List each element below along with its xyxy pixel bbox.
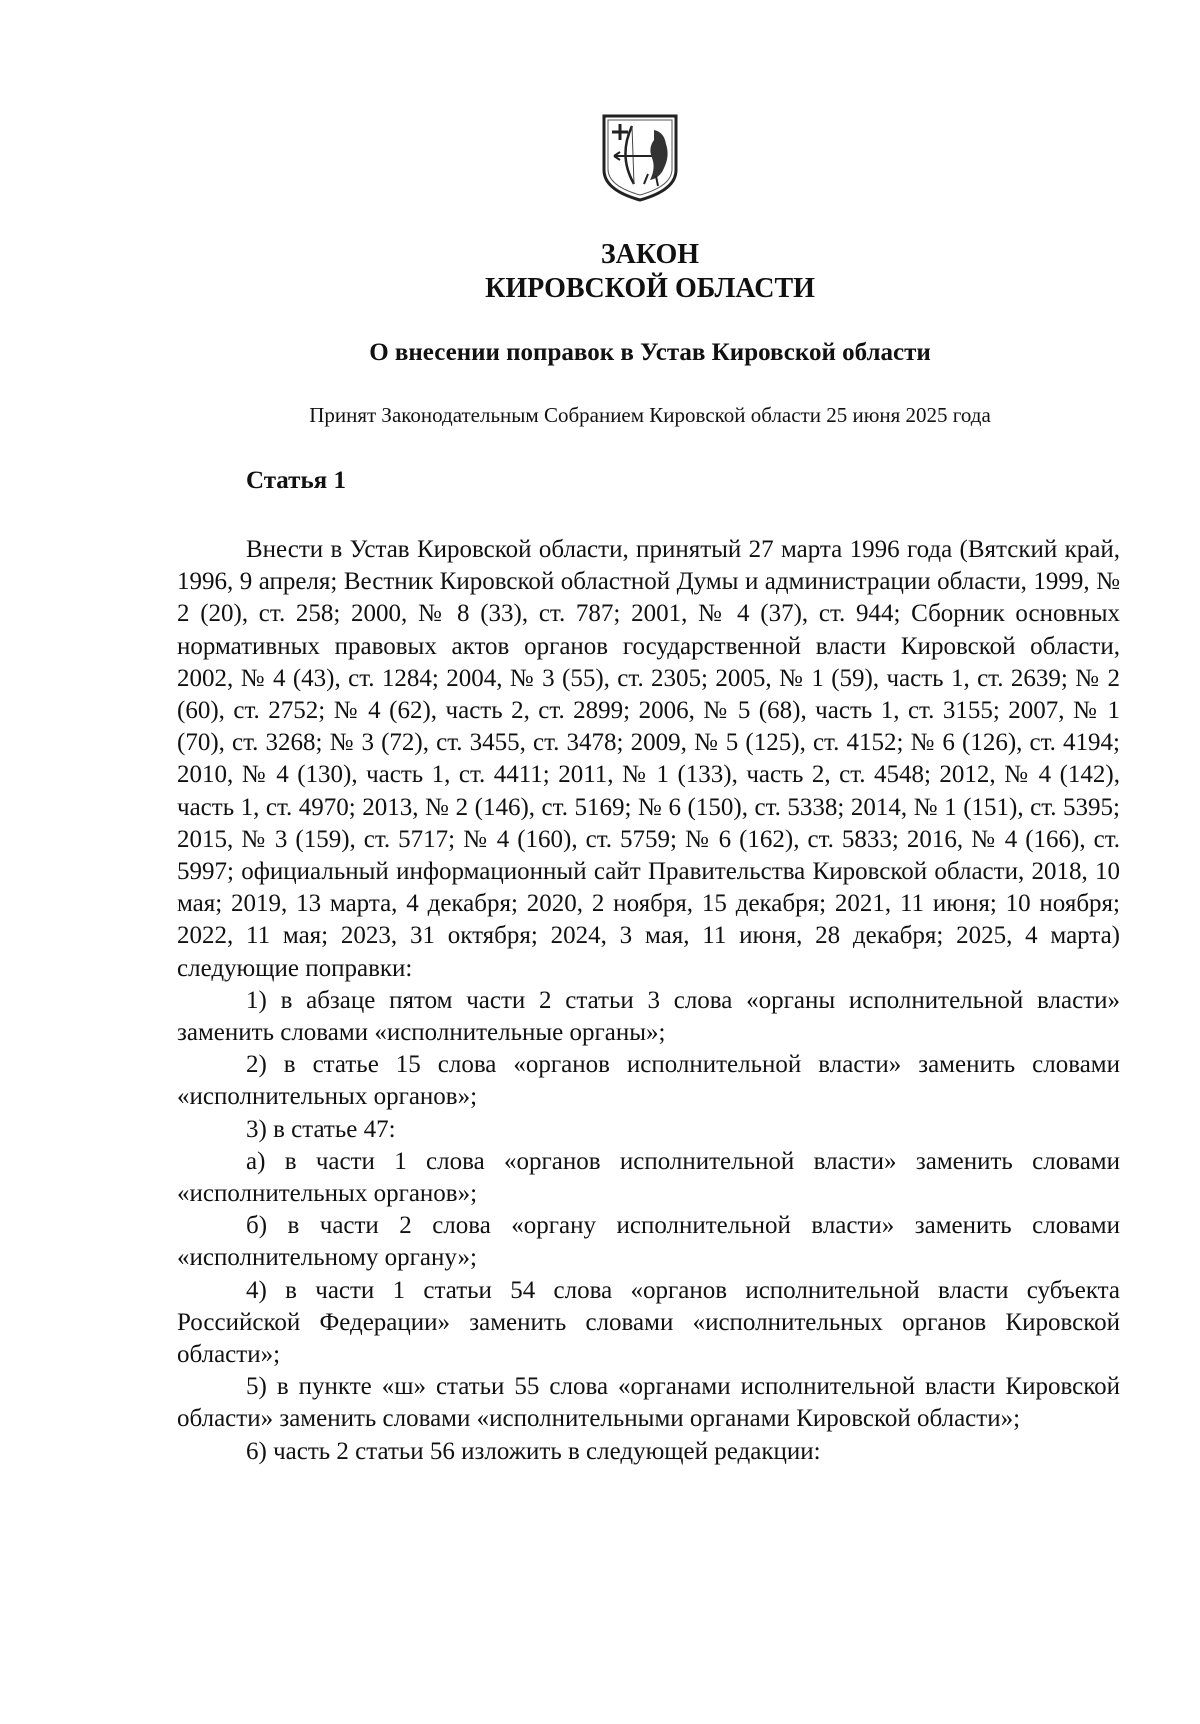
law-subtitle: О внесении поправок в Устав Кировской области — [369, 339, 931, 366]
paragraph-item-4: 4) в части 1 статьи 54 слова «органов исполнительной власти субъекта Российской Федерации» заменить словами «исполнительных органов Кировской области»; — [177, 1276, 1120, 1369]
paragraph-item-2: 2) в статье 15 слова «органов исполнительной власти» заменить словами «исполнительных органов»; — [177, 1051, 1120, 1111]
paragraph-item-1: 1) в абзаце пятом части 2 статьи 3 слова «органы исполнительной власти» заменить словами «исполнительные органы»; — [177, 986, 1120, 1047]
paragraph-intro: Внести в Устав Кировской области, принятый 27 марта 1996 года (Вятский край, 1996, 9 апреля; Вестник Кировской областной Думы и администрации области, 1999, № 2 (20), ст. 258; 2000, № 8 (33), ст. 787; 2001, № 4 (37), ст. 944; Сборник основных нормативных правовых актов органов государственной власти Кировской области, 2002, № 4 (43), ст. 1284; 2004, № 3 (55), ст. 2305; 2005, № 1 (59), часть 1, ст. 2639; № 2 (60), ст. 2752; № 4 (62), часть 2, ст. 2899; 2006, № 5 (68), часть 1, ст. 3155; 2007, № 1 (70), ст. 3268; № 3 (72), ст. 3455, ст. 3478; 2009, № 5 (125), ст. 4152; № 6 (126), ст. 4194; 2010, № 4 (130), часть 1, ст. 4411; 2011, № 1 (133), часть 2, ст. 4548; 2012, № 4 (142), часть 1, ст. 4970; 2013, № 2 (146), ст. 5169; № 6 (150), ст. 5338; 2014, № 1 (151), ст. 5395; 2015, № 3 (159), ст. 5717; № 4 (160), ст. 5759; № 6 (162), ст. 5833; 2016, № 4 (166), ст. 5997; официальный информационный сайт Правительства Кировской области, 2018, 10 мая; 2019, 13 марта, 4 декабря; 2020, 2 ноября, 15 декабря; 2021, 11 июня; 10 ноября; 2022, 11 мая; 2023, 31 октября; 2024, 3 мая, 11 июня, 28 декабря; 2025, 4 марта) следующие поправки: — [177, 536, 1120, 982]
paragraph-item-6: 6) часть 2 статьи 56 изложить в следующей редакции: — [246, 1437, 821, 1465]
law-title: ЗАКОН — [600, 239, 700, 270]
adoption-note: Принят Законодательным Собранием Кировской области 25 июня 2025 года — [309, 403, 991, 427]
paragraph-item-3b: б) в части 2 слова «органу исполнительной власти» заменить словами «исполнительному органу»; — [177, 1212, 1120, 1272]
coat-of-arms-icon — [600, 112, 680, 204]
article-heading: Статья 1 — [246, 467, 346, 494]
paragraph-item-3: 3) в статье 47: — [246, 1115, 396, 1143]
law-region: КИРОВСКОЙ ОБЛАСТИ — [485, 273, 815, 304]
paragraph-item-3a: а) в части 1 слова «органов исполнительной власти» заменить словами «исполнительных органов»; — [177, 1147, 1120, 1208]
paragraph-item-5: 5) в пункте «ш» статьи 55 слова «органами исполнительной власти Кировской области» заменить словами «исполнительными органами Кировской области»; — [177, 1373, 1120, 1433]
article-body — [177, 534, 1120, 1468]
